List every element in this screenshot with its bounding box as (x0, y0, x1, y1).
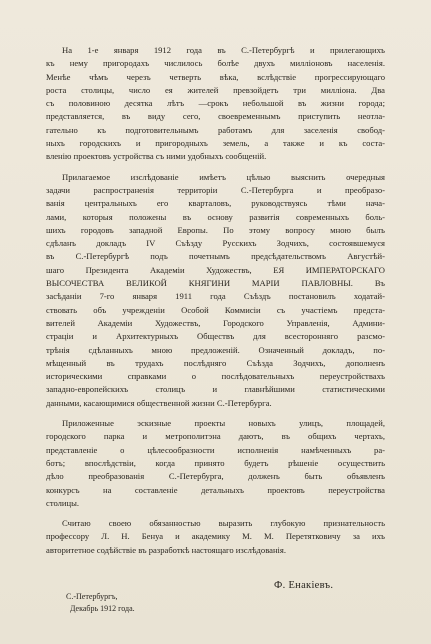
text-line: шихъ городовъ западной Европы. По этому вопросу мною былъ (46, 224, 385, 235)
text-line: съ половиною десятка лѣтъ —срокъ небольшой въ жизни города; (46, 98, 385, 109)
text-line: ныхъ городскихъ и пригородныхъ земель, а также и къ соста- (46, 138, 385, 149)
text-line: ботъ; впослѣдствіи, когда принято будетъ рѣшеніе осуществить (46, 457, 385, 468)
paragraph-gap (46, 164, 385, 171)
author-signature: Ф. Енакіевъ. (274, 580, 334, 591)
text-line: ВЫСОЧЕСТВА ВЕЛИКОЙ КНЯГИНИ МАРІИ ПАВЛОВНЫ. Въ (46, 278, 385, 289)
text-line: данными, касающимися общественной жизни С.-Петербурга. (46, 397, 272, 408)
text-line: вителей Академіи Художествъ, Городского Управленія, Админи- (46, 317, 385, 328)
text-line: авторитетное содѣйствіе въ разработкѣ настоящаго изслѣдованія. (46, 544, 287, 555)
text-line: профессору Л. Н. Бенуа и академику М. М. Перетятковичу за ихъ (46, 531, 385, 542)
text-line: вленію проектовъ устройства съ ними удобныхъ сообщеній. (46, 151, 267, 162)
text-line: городского парка и метрополитэна даютъ, въ общихъ чертахъ, (46, 431, 385, 442)
text-line: трѣнія сдѣланныхъ мною предложеній. Означенный докладъ, по- (46, 344, 385, 355)
text-line: къ нему пригородахъ числилось болѣе двухъ милліоновъ населенія. (46, 58, 385, 69)
text-line: столицы. (46, 497, 80, 508)
paragraph-gap (46, 410, 385, 417)
text-line: западно-европейскихъ столицъ и главнѣйшими статистическими (46, 384, 385, 395)
text-line: На 1-е января 1912 года въ С.-Петербургѣ и прилегающихъ (62, 45, 385, 55)
text-line: Менѣе чѣмъ черезъ четверть вѣка, вслѣдствіе прогрессирующаго (46, 71, 385, 82)
text-line: ствовать объ учрежденіи Особой Коммисіи съ участіемъ предста- (46, 304, 385, 315)
text-line: мѣщенный въ трудахъ послѣдняго Съѣзда Зодчихъ, дополненъ (46, 357, 385, 368)
text-line: задачи распространенія территоріи С.-Петербурга и преобразо- (46, 184, 385, 195)
text-line: Прилагаемое изслѣдованіе имѣетъ цѣлью выяснить очередныя (62, 171, 385, 182)
text-line: засѣданіи 7-го января 1911 года Съѣздъ постановилъ ходатай- (46, 291, 385, 302)
place-and-date (66, 591, 135, 615)
text-line: представляется, въ виду сего, своевременнымъ приступить неотла- (46, 111, 385, 122)
text-line: Приложенные эскизные проекты новыхъ улицъ, площадей, (62, 418, 385, 429)
text-line: сдѣланъ докладъ IV Съѣзду Русскихъ Зодчихъ, состоявшемуся (46, 238, 385, 249)
date-line: Декабрь 1912 года. (70, 604, 135, 613)
text-line: дѣло преобразованія С.-Петербурга, долженъ быть объявленъ (46, 471, 385, 482)
preface-text (46, 44, 385, 557)
text-line: ванія центральныхъ его кварталовъ, руководствуясь тѣми нача- (46, 198, 385, 209)
text-line: роста столицы, число ея жителей превзойдетъ три милліона. Два (46, 84, 385, 95)
text-line: лами, которыя положены въ основу развитія современныхъ боль- (46, 211, 385, 222)
text-line: представленіе о цѣлесообразности исполненія намѣченныхъ ра- (46, 444, 385, 455)
text-line: гательно къ подготовительнымъ работамъ для заселенія свобод- (46, 124, 385, 135)
text-line: историческими справками о послѣдовательныхъ переустройствахъ (46, 371, 385, 382)
text-line: страціи и Архитектурныхъ Обществъ для всестороннягo разсмо- (46, 331, 385, 342)
text-line: Считаю своею обязанностью выразить глубокую признательность (62, 518, 385, 529)
text-line: въ С.-Петербургѣ подъ почетнымъ предсѣдательствомъ Августѣй- (46, 251, 385, 262)
text-line: шаго Президента Академіи Художествъ, ЕЯ ИМПЕРАТОРСКАГО (46, 264, 385, 275)
paragraph-gap (46, 510, 385, 517)
text-line: конкурсъ на составленіе детальныхъ проектовъ переустройства (46, 484, 385, 495)
place-line: С.-Петербургъ, (66, 592, 118, 601)
